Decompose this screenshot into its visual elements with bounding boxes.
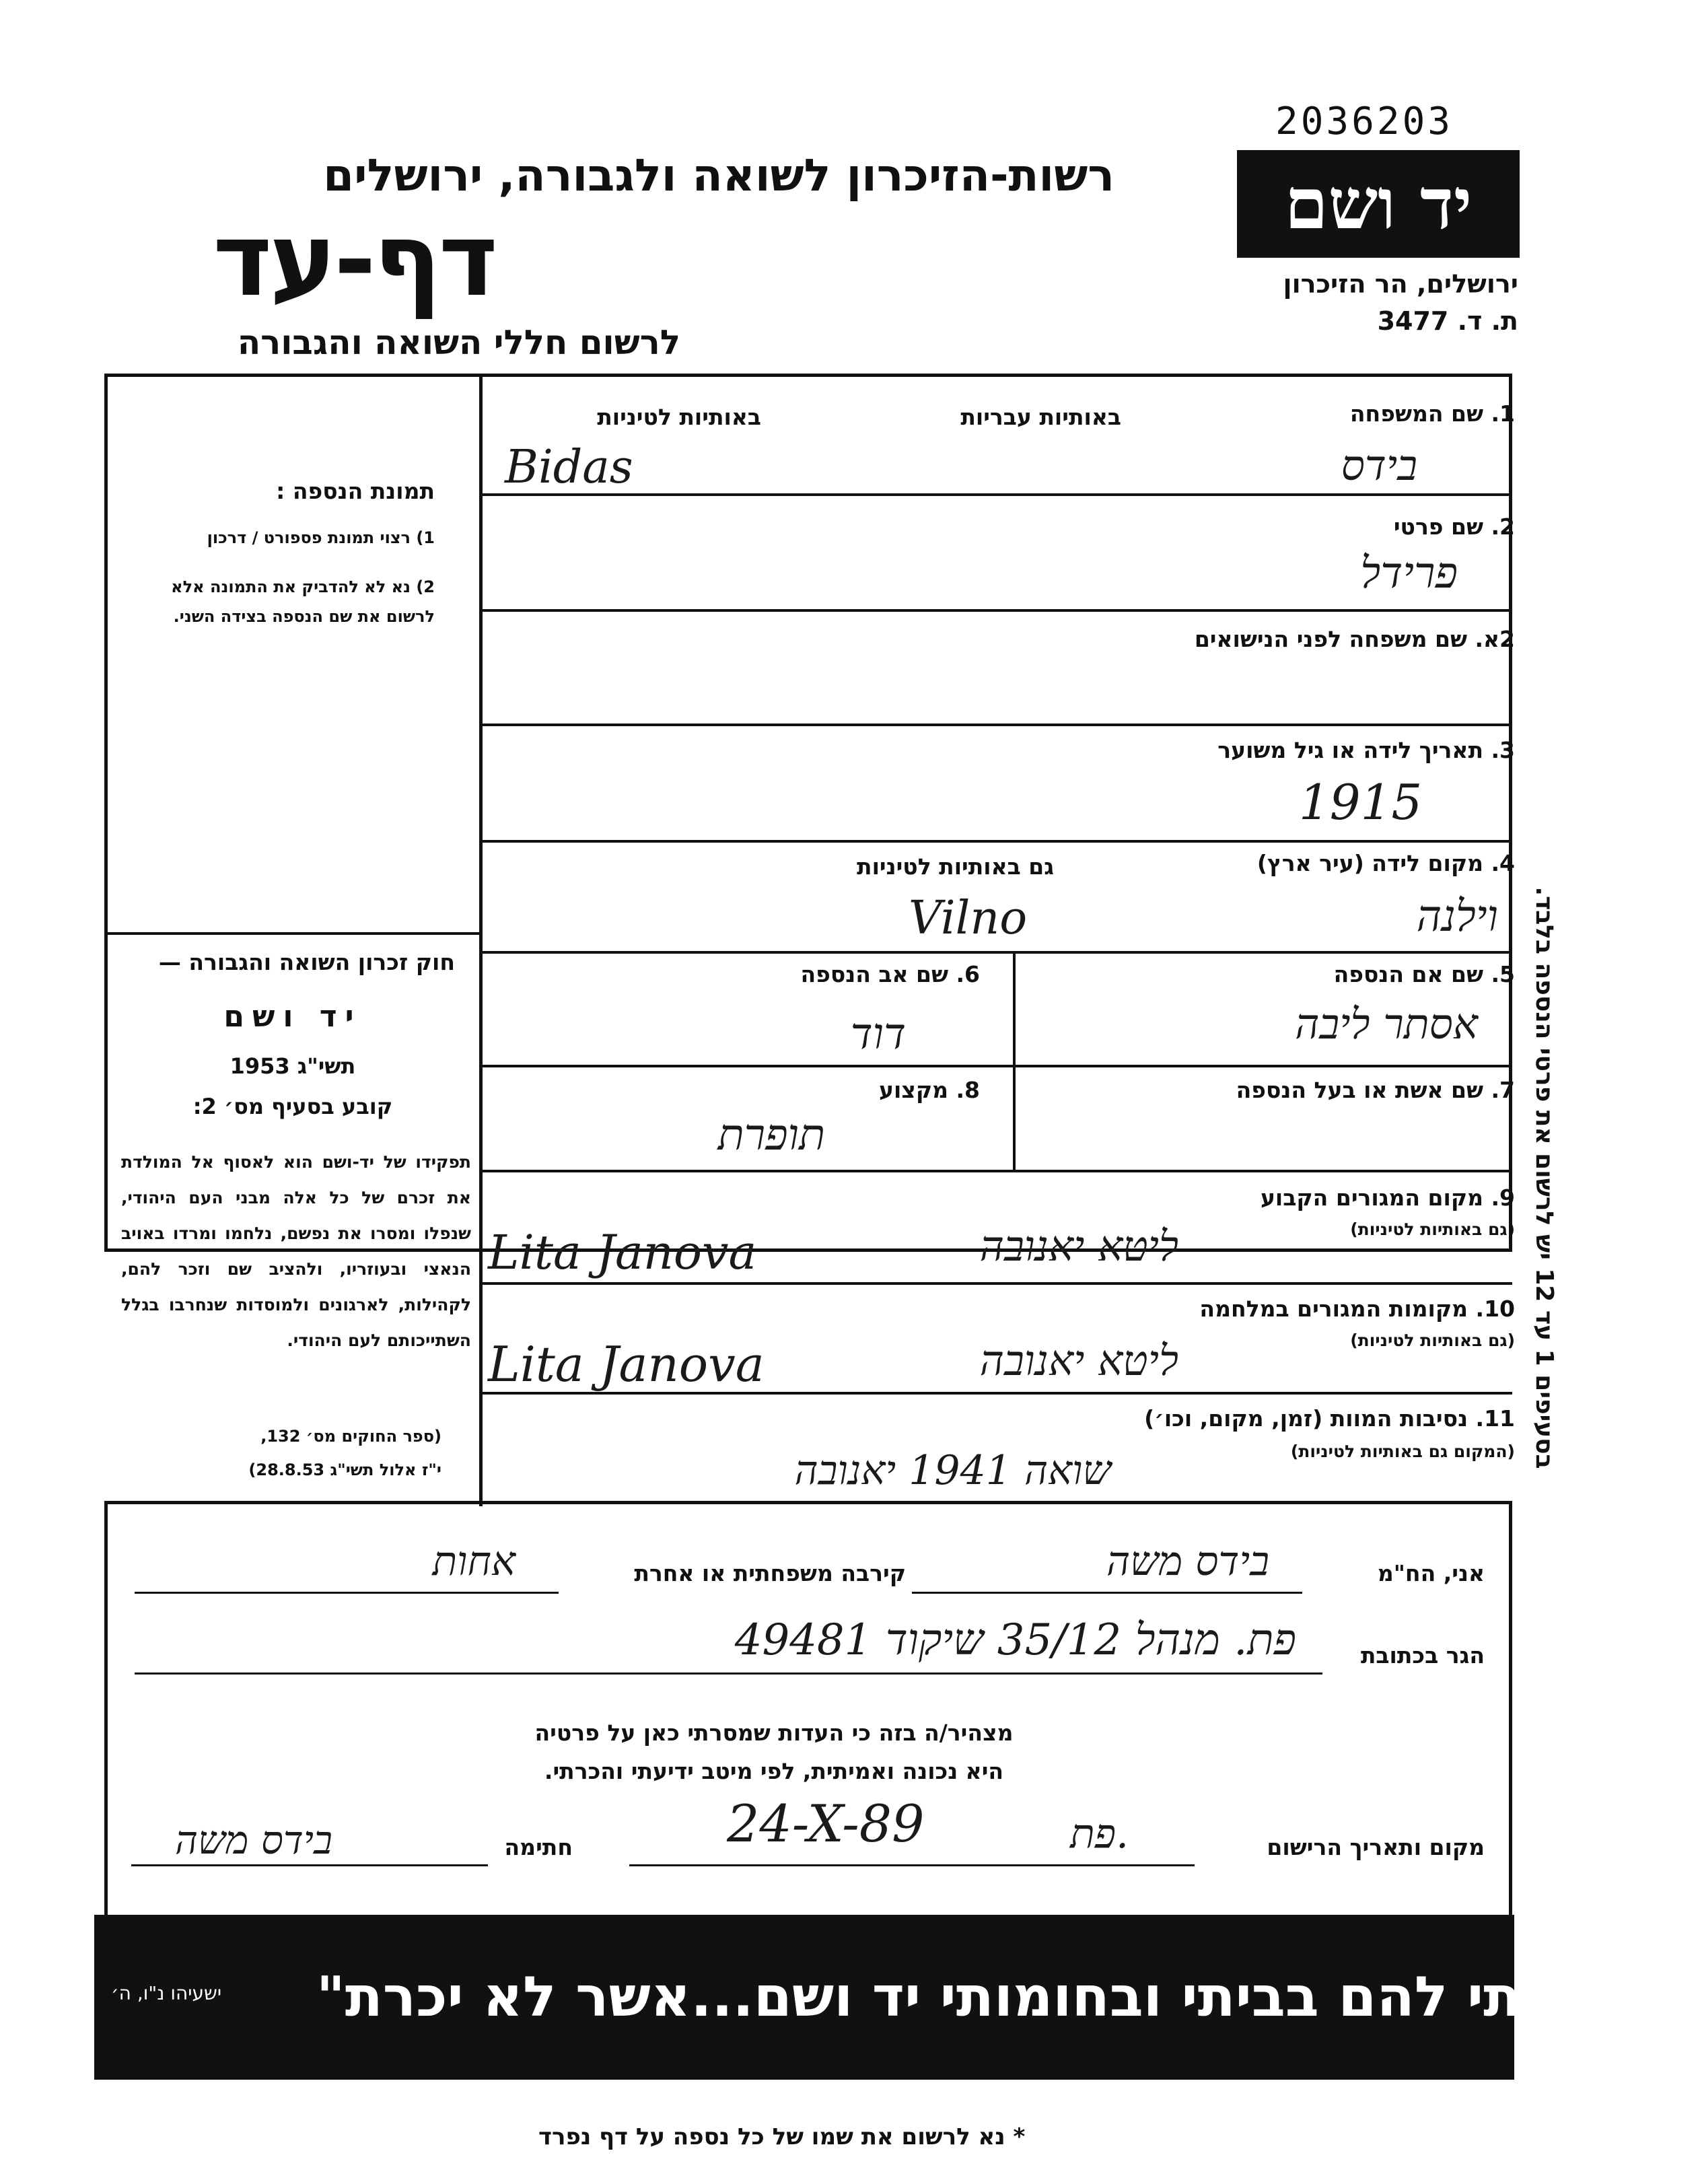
residence-latin[interactable]: Lita Janova [488,1225,757,1280]
wartime-residence-hebrew[interactable]: ליטא יאנובה [979,1336,1178,1385]
field-2-label: 2. שם פרטי [1393,514,1515,540]
law-source-date: י"ז אלול תשי"ג 28.8.53) [248,1460,441,1479]
side-note: בסעיפים 1 עד 12 יש לרשום את פרטי הנספה בלבד. [1530,886,1558,1469]
yad-vashem-logo: יד ושם [1237,150,1520,258]
authority-title: רשות-הזיכרון לשואה ולגבורה, ירושלים [323,149,1114,201]
banner-source: ישעיהו נ"ו, ה׳ [111,1982,222,2004]
field-5-label: 5. שם אם הנספה [1333,961,1515,987]
field-9-sub: (גם באותיות לטיניות) [1350,1220,1515,1239]
address-label: הגר בכתובת [1360,1642,1485,1668]
first-name[interactable]: פרידל [1360,549,1458,598]
father-name[interactable]: דוד [850,1010,906,1059]
registration-place[interactable]: פת. [1070,1810,1129,1858]
declarant-name[interactable]: בידס משה [1106,1538,1269,1585]
field-10-label: 10. מקומות המגורים במלחמה [1199,1296,1515,1322]
surname-latin[interactable]: Bidas [505,441,633,494]
address-line2: ת. ד. 3477 [1377,306,1518,336]
field-11-label: 11. נסיבות המוות (זמן, מקום, וכו׳) [1144,1405,1515,1432]
photo-box-title: תמונת הנספה : [276,478,435,504]
field-2a-label: 2א. שם משפחה לפני הנישואים [1194,626,1515,652]
declaration-line-2: היא נכונה ואמיתית, לפי מיטב ידיעתי והכרתי. [544,1758,1004,1784]
photo-note-1: 1) רצוי תמונת פספורט / דרכון [207,528,435,547]
birth-year[interactable]: 1915 [1299,774,1423,831]
death-circumstances[interactable]: שואה 1941 יאנובה [794,1447,1111,1494]
signature-label: חתימה [504,1834,573,1860]
field-4-latin-note: גם באותיות לטיניות [857,853,1054,880]
mother-name[interactable]: אסתר ליבה [1295,999,1478,1049]
occupation[interactable]: תופרת [717,1111,825,1160]
field-9-label: 9. מקום המגורים הקבוע [1260,1185,1515,1211]
address-line1: ירושלים, הר הזיכרון [1283,269,1518,299]
field-8-label: 8. מקצוע [878,1077,980,1103]
birthplace-latin[interactable]: Vilno [909,892,1028,945]
field-3-label: 3. תאריך לידה או גיל משוער [1217,737,1515,763]
law-year: תשי"ג 1953 [229,1053,356,1079]
form-number: 2036203 [1275,100,1454,143]
registration-date[interactable]: 24-X-89 [727,1794,925,1854]
residence-hebrew[interactable]: ליטא יאנובה [979,1222,1178,1271]
relation-label: קירבה משפחתית או אחרת [634,1560,906,1586]
relation-value[interactable]: אחות [432,1538,516,1585]
surname-hebrew[interactable]: בידס [1341,441,1417,490]
page-subtitle: לרשום חללי השואה והגבורה [237,323,680,362]
field-1-label: 1. שם המשפחה [1349,400,1515,427]
law-clause: קובע בסעיף מס׳ 2: [192,1094,393,1119]
field-1-latin-col: באותיות לטיניות [597,404,761,430]
field-1-hebrew-col: באותיות עבריות [960,404,1121,430]
law-body: תפקידו של יד-ושם הוא לאסוף אל המולדת את זכרם של כל אלה מבני העם היהודי, שנפלו ומסרו את נפשם, נלחמו ומרדו באויב הנאצי ובעוזריו, ולהציב שם וזכר להם, לקהילות, לארגונים ולמוסדות שנחרבו בגלל השתייכותם לעם היהודי. [121,1152,471,1350]
law-title: חוק זכרון השואה והגבורה — [158,949,455,975]
page-title: דף-עד [213,202,495,319]
place-date-label: מקום ותאריך הרישום [1267,1834,1485,1860]
field-10-sub: (גם באותיות לטיניות) [1350,1331,1515,1350]
photo-note-2: 2) נא לא להדביק את התמונה אלא לרשום את שם הנספה בצידה השני. [171,577,435,626]
field-6-label: 6. שם אב הנספה [800,961,980,987]
law-name: יד ושם [223,999,362,1034]
declaration-line-1: מצהיר/ה בזה כי העדות שמסרתי כאן על פרטיה [534,1720,1014,1746]
field-11-sub: (המקום גם באותיות לטיניות) [1290,1442,1515,1461]
footer-note: * נא לרשום את שמו של כל נספה על דף נפרד [538,2123,1026,2150]
banner-quote: "...ונתתי להם בביתי ובחומותי יד ושם...אשר לא יכרת" [316,1965,1695,2029]
birthplace-hebrew[interactable]: וילנה [1416,892,1498,942]
declarant-i-label: אני, הח"מ [1377,1560,1485,1586]
law-source: (ספר החוקים מס׳ 132, [260,1427,441,1446]
declarant-address[interactable]: פת. מנהל 35/12 שיקוד 49481 [734,1615,1296,1665]
signature[interactable]: בידס משה [175,1817,332,1863]
wartime-residence-latin[interactable]: Lita Janova [488,1336,765,1393]
field-7-label: 7. שם אשת או בעל הנספה [1236,1077,1515,1103]
field-4-label: 4. מקום לידה (עיר ארץ) [1256,850,1515,876]
